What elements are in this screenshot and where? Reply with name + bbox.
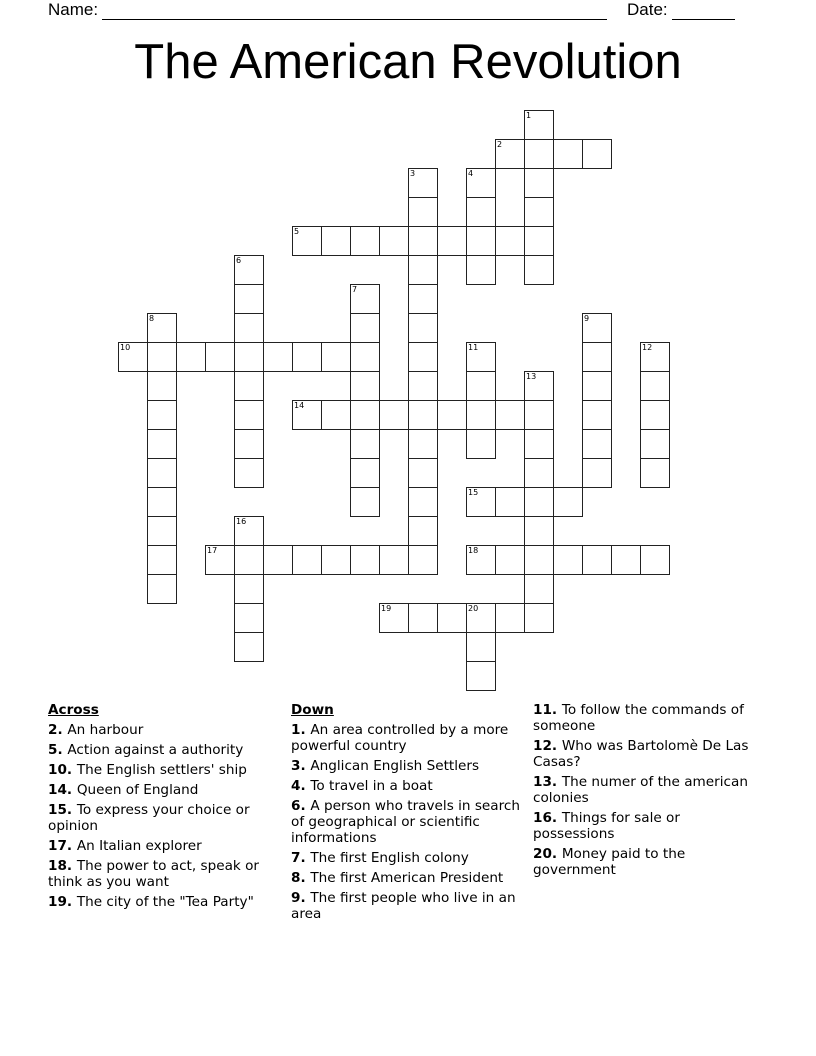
cell-number: 6	[236, 256, 242, 265]
grid-cell[interactable]	[234, 255, 264, 285]
grid-cell[interactable]	[582, 400, 612, 430]
grid-cell[interactable]	[234, 516, 264, 546]
cell-number: 10	[120, 343, 131, 352]
grid-cell[interactable]	[379, 400, 409, 430]
grid-cell[interactable]	[234, 574, 264, 604]
clue-number: 18.	[48, 858, 77, 874]
across-clues	[48, 702, 280, 914]
grid-cell[interactable]	[524, 226, 554, 256]
grid-cell[interactable]	[408, 313, 438, 343]
clue-across-18	[48, 858, 280, 890]
clue-across-15	[48, 802, 280, 834]
grid-cell[interactable]	[408, 342, 438, 372]
clue-number: 1.	[291, 722, 311, 738]
clue-text: To express your choice or opinion	[48, 802, 250, 834]
grid-cell[interactable]	[466, 632, 496, 662]
grid-cell[interactable]	[234, 371, 264, 401]
clue-number: 19.	[48, 894, 77, 910]
clue-number: 5.	[48, 742, 68, 758]
grid-cell[interactable]	[524, 603, 554, 633]
grid-cell[interactable]	[147, 545, 177, 575]
clue-text: To travel in a boat	[310, 778, 433, 794]
clue-text: The power to act, speak or think as you want	[48, 858, 260, 890]
grid-cell[interactable]	[582, 458, 612, 488]
grid-cell[interactable]	[611, 545, 641, 575]
grid-cell[interactable]	[408, 429, 438, 459]
grid-cell[interactable]	[234, 284, 264, 314]
grid-cell[interactable]	[379, 603, 409, 633]
grid-cell[interactable]	[292, 400, 322, 430]
grid-cell[interactable]	[582, 139, 612, 169]
grid-cell[interactable]	[524, 487, 554, 517]
cell-number: 13	[526, 372, 537, 381]
grid-cell[interactable]	[495, 226, 525, 256]
date-label: Date:	[627, 0, 668, 19]
clue-number: 2.	[48, 722, 68, 738]
clue-number: 7.	[291, 850, 311, 866]
grid-cell[interactable]	[350, 284, 380, 314]
grid-cell[interactable]	[524, 371, 554, 401]
grid-cell[interactable]	[495, 487, 525, 517]
cell-number: 9	[584, 314, 590, 323]
grid-cell[interactable]	[321, 545, 351, 575]
grid-cell[interactable]	[321, 400, 351, 430]
grid-cell[interactable]	[408, 371, 438, 401]
cell-number: 19	[381, 604, 392, 613]
grid-cell[interactable]	[408, 255, 438, 285]
clue-text: The first American President	[310, 870, 504, 886]
clue-across-19	[48, 894, 280, 910]
grid-cell[interactable]	[292, 226, 322, 256]
grid-cell[interactable]	[524, 458, 554, 488]
grid-cell[interactable]	[234, 458, 264, 488]
grid-cell[interactable]	[640, 342, 670, 372]
grid-cell[interactable]	[205, 342, 235, 372]
grid-cell[interactable]	[524, 429, 554, 459]
clue-text: Anglican English Settlers	[310, 758, 480, 774]
grid-cell[interactable]	[437, 226, 467, 256]
grid-cell[interactable]	[147, 516, 177, 546]
clue-text: The first English colony	[310, 850, 469, 866]
clue-number: 12.	[533, 738, 562, 754]
clue-across-2	[48, 722, 280, 738]
clue-number: 13.	[533, 774, 562, 790]
grid-cell[interactable]	[466, 400, 496, 430]
grid-cell[interactable]	[350, 487, 380, 517]
grid-cell[interactable]	[234, 429, 264, 459]
grid-cell[interactable]	[350, 429, 380, 459]
clue-number: 15.	[48, 802, 77, 818]
clue-number: 16.	[533, 810, 562, 826]
clue-text: Who was Bartolomè De Las Casas?	[533, 738, 749, 770]
clue-across-5	[48, 742, 280, 758]
grid-cell[interactable]	[147, 429, 177, 459]
grid-cell[interactable]	[466, 197, 496, 227]
grid-cell[interactable]	[524, 139, 554, 169]
clue-number: 17.	[48, 838, 77, 854]
grid-cell[interactable]	[466, 603, 496, 633]
cell-number: 11	[468, 343, 479, 352]
grid-cell[interactable]	[524, 197, 554, 227]
clue-text: An Italian explorer	[76, 838, 202, 854]
name-label: Name:	[48, 0, 99, 19]
clue-number: 10.	[48, 762, 77, 778]
grid-cell[interactable]	[147, 371, 177, 401]
grid-cell[interactable]	[234, 313, 264, 343]
grid-cell[interactable]	[408, 487, 438, 517]
grid-cell[interactable]	[408, 226, 438, 256]
grid-cell[interactable]	[234, 400, 264, 430]
clue-down-8	[291, 870, 521, 886]
clue-text: An harbour	[67, 722, 144, 738]
clue-text: Money paid to the government	[533, 846, 686, 878]
date-field[interactable]	[627, 0, 735, 20]
grid-cell[interactable]	[234, 342, 264, 372]
grid-cell[interactable]	[553, 545, 583, 575]
grid-cell[interactable]	[582, 429, 612, 459]
grid-cell[interactable]	[379, 226, 409, 256]
down-clues	[291, 702, 521, 926]
grid-cell[interactable]	[640, 545, 670, 575]
grid-cell[interactable]	[147, 342, 177, 372]
clue-down-20	[533, 846, 763, 878]
clue-down-13	[533, 774, 763, 806]
down-clues-continued	[533, 702, 763, 882]
grid-cell[interactable]	[176, 342, 206, 372]
grid-cell[interactable]	[379, 545, 409, 575]
grid-cell[interactable]	[466, 371, 496, 401]
clue-text: A person who travels in search of geographical or scientific informations	[291, 798, 520, 846]
grid-cell[interactable]	[234, 603, 264, 633]
grid-cell[interactable]	[118, 342, 148, 372]
grid-cell[interactable]	[147, 400, 177, 430]
grid-cell[interactable]	[147, 313, 177, 343]
grid-cell[interactable]	[582, 545, 612, 575]
grid-cell[interactable]	[524, 574, 554, 604]
clue-number: 20.	[533, 846, 562, 862]
clue-number: 6.	[291, 798, 311, 814]
clue-across-14	[48, 782, 280, 798]
clue-down-16	[533, 810, 763, 842]
grid-cell[interactable]	[495, 545, 525, 575]
grid-cell[interactable]	[466, 545, 496, 575]
clue-text: The English settlers' ship	[76, 762, 247, 778]
clue-text: The first people who live in an area	[291, 890, 516, 922]
grid-cell[interactable]	[408, 400, 438, 430]
grid-cell[interactable]	[524, 168, 554, 198]
cell-number: 20	[468, 604, 479, 613]
cell-number: 16	[236, 517, 247, 526]
date-line[interactable]	[672, 3, 735, 20]
grid-cell[interactable]	[466, 429, 496, 459]
grid-cell[interactable]	[582, 371, 612, 401]
cell-number: 18	[468, 546, 479, 555]
down-heading: Down	[291, 702, 334, 718]
clue-number: 11.	[533, 702, 562, 718]
grid-cell[interactable]	[553, 139, 583, 169]
grid-cell[interactable]	[147, 458, 177, 488]
cell-number: 5	[294, 227, 300, 236]
grid-cell[interactable]	[466, 168, 496, 198]
clue-text: The city of the "Tea Party"	[76, 894, 254, 910]
grid-cell[interactable]	[350, 400, 380, 430]
grid-cell[interactable]	[524, 400, 554, 430]
cell-number: 15	[468, 488, 479, 497]
grid-cell[interactable]	[263, 342, 293, 372]
page-title: The American Revolution	[134, 35, 682, 89]
grid-cell[interactable]	[350, 545, 380, 575]
grid-cell[interactable]	[466, 487, 496, 517]
clue-down-6	[291, 798, 521, 846]
grid-cell[interactable]	[350, 371, 380, 401]
cell-number: 7	[352, 285, 358, 294]
grid-cell[interactable]	[524, 545, 554, 575]
clue-down-1	[291, 722, 521, 754]
grid-cell[interactable]	[292, 545, 322, 575]
grid-cell[interactable]	[350, 342, 380, 372]
grid-cell[interactable]	[350, 226, 380, 256]
grid-cell[interactable]	[292, 342, 322, 372]
name-field[interactable]	[48, 0, 607, 20]
clue-down-4	[291, 778, 521, 794]
name-line[interactable]	[102, 3, 607, 20]
grid-cell[interactable]	[408, 516, 438, 546]
grid-cell[interactable]	[234, 545, 264, 575]
grid-cell[interactable]	[147, 487, 177, 517]
cell-number: 1	[526, 111, 532, 120]
grid-cell[interactable]	[321, 226, 351, 256]
grid-cell[interactable]	[408, 458, 438, 488]
grid-cell[interactable]	[408, 168, 438, 198]
grid-cell[interactable]	[408, 603, 438, 633]
clue-down-11	[533, 702, 763, 734]
clue-number: 9.	[291, 890, 311, 906]
grid-cell[interactable]	[524, 110, 554, 140]
grid-cell[interactable]	[640, 371, 670, 401]
cell-number: 8	[149, 314, 155, 323]
grid-cell[interactable]	[321, 342, 351, 372]
clue-down-3	[291, 758, 521, 774]
grid-cell[interactable]	[582, 313, 612, 343]
grid-cell[interactable]	[495, 400, 525, 430]
clue-down-12	[533, 738, 763, 770]
cell-number: 14	[294, 401, 305, 410]
clue-text: An area controlled by a more powerful country	[291, 722, 509, 754]
grid-cell[interactable]	[553, 487, 583, 517]
grid-cell[interactable]	[640, 458, 670, 488]
grid-cell[interactable]	[408, 284, 438, 314]
clue-down-7	[291, 850, 521, 866]
clue-text: Queen of England	[76, 782, 199, 798]
cell-number: 17	[207, 546, 218, 555]
grid-cell[interactable]	[495, 139, 525, 169]
grid-cell[interactable]	[437, 603, 467, 633]
grid-cell[interactable]	[640, 429, 670, 459]
clue-number: 3.	[291, 758, 311, 774]
grid-cell[interactable]	[408, 197, 438, 227]
clue-number: 14.	[48, 782, 77, 798]
across-heading: Across	[48, 702, 99, 718]
grid-cell[interactable]	[147, 574, 177, 604]
clue-number: 4.	[291, 778, 311, 794]
clue-text: The numer of the american colonies	[533, 774, 748, 806]
cell-number: 12	[642, 343, 653, 352]
grid-cell[interactable]	[466, 661, 496, 691]
grid-cell[interactable]	[582, 342, 612, 372]
grid-cell[interactable]	[350, 313, 380, 343]
grid-cell[interactable]	[495, 603, 525, 633]
clue-down-9	[291, 890, 521, 922]
clue-text: To follow the commands of someone	[533, 702, 744, 734]
cell-number: 4	[468, 169, 474, 178]
grid-cell[interactable]	[234, 632, 264, 662]
grid-cell[interactable]	[437, 400, 467, 430]
clue-across-10	[48, 762, 280, 778]
grid-cell[interactable]	[408, 545, 438, 575]
grid-cell[interactable]	[466, 342, 496, 372]
grid-cell[interactable]	[524, 516, 554, 546]
clue-across-17	[48, 838, 280, 854]
grid-cell[interactable]	[640, 400, 670, 430]
grid-cell[interactable]	[263, 545, 293, 575]
cell-number: 3	[410, 169, 416, 178]
grid-cell[interactable]	[466, 226, 496, 256]
clue-text: Action against a authority	[67, 742, 244, 758]
cell-number: 2	[497, 140, 503, 149]
grid-cell[interactable]	[350, 458, 380, 488]
clue-text: Things for sale or possessions	[533, 810, 680, 842]
grid-cell[interactable]	[466, 255, 496, 285]
grid-cell[interactable]	[524, 255, 554, 285]
grid-cell[interactable]	[205, 545, 235, 575]
clue-number: 8.	[291, 870, 311, 886]
